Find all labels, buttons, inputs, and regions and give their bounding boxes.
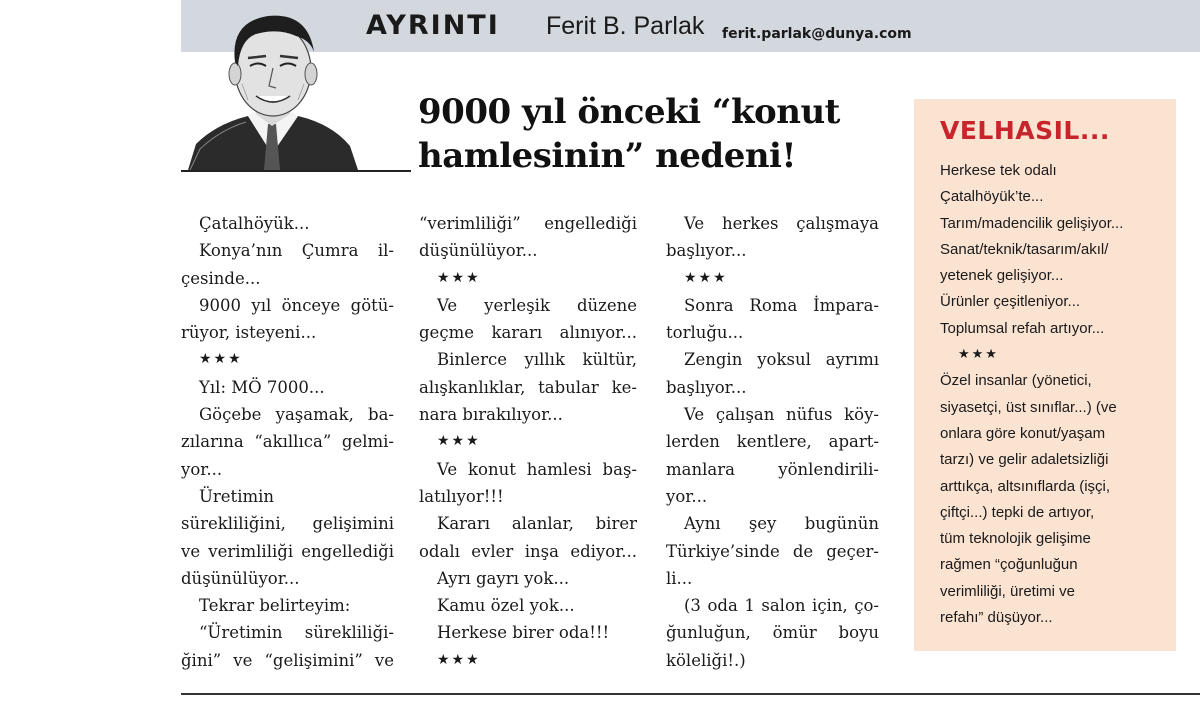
text-line: zılarına “akıllıca” gelmi- <box>181 432 394 452</box>
text-line: Ve herkes çalışmaya <box>684 214 879 233</box>
text-line: ve verimliliği engellediği <box>181 541 394 561</box>
sidebar-line: Çatalhöyük’te... <box>940 188 1044 206</box>
author-portrait <box>186 4 360 170</box>
sidebar-line: Tarım/madencilik gelişiyor... <box>940 214 1124 232</box>
sidebar-line: refahı” düşüyor... <box>940 609 1053 627</box>
text-line: manlara yönlendirili- <box>666 459 879 479</box>
section-separator-stars: ★★★ <box>437 269 481 286</box>
article-column-2 <box>419 210 637 674</box>
text-line: köleliği!.) <box>666 650 746 670</box>
headline-line-2: hamlesinin” nedeni! <box>418 136 796 176</box>
text-line: lerden kentlere, apart- <box>666 432 879 452</box>
text-line: çesinde... <box>181 268 261 288</box>
bottom-divider <box>181 693 1200 695</box>
section-separator-stars: ★★★ <box>684 269 728 286</box>
sidebar-line: tüm teknolojik gelişime <box>940 530 1091 548</box>
text-line: Yıl: MÖ 7000... <box>199 377 325 397</box>
text-line: Ve konut hamlesi baş- <box>437 459 637 479</box>
section-separator-stars: ★★★ <box>437 433 481 450</box>
text-line: Herkese birer oda!!! <box>437 623 610 643</box>
author-name: Ferit B. Parlak <box>546 12 705 40</box>
text-line: Kamu özel yok... <box>437 596 575 616</box>
sidebar-line: arttıkça, altsınıflarda (işçi, <box>940 477 1111 495</box>
section-separator-stars: ★★★ <box>958 347 999 363</box>
text-line: “Üretimin sürekliliği- <box>199 623 394 643</box>
text-line: yor... <box>181 459 223 479</box>
text-line: 9000 yıl önceye götü- <box>199 295 394 315</box>
text-line: li... <box>666 568 693 588</box>
text-line: Konya’nın Çumra il- <box>199 241 394 261</box>
text-line: torluğu... <box>666 323 744 343</box>
text-line: alışkanlıklar, tabular ke- <box>419 377 637 397</box>
text-line: ğunluğun, ömür boyu <box>666 623 879 643</box>
text-line: rüyor, isteyeni... <box>181 323 317 343</box>
sidebar-title: VELHASIL... <box>940 116 1110 145</box>
text-line: “verimliliği” engellediği <box>419 214 637 233</box>
section-separator-stars: ★★★ <box>199 351 243 368</box>
text-line: Çatalhöyük... <box>199 214 310 233</box>
text-line: yor... <box>666 486 708 506</box>
text-line: Ayrı gayrı yok... <box>437 568 570 588</box>
sidebar-line: Özel insanlar (yönetici, <box>940 372 1092 390</box>
sidebar-body <box>940 158 1165 631</box>
text-line: Göçebe yaşamak, ba- <box>199 405 394 425</box>
text-line: düşünülüyor... <box>419 241 538 261</box>
text-line: nara bırakılıyor... <box>419 405 563 425</box>
article-headline <box>418 90 888 178</box>
text-line: Binlerce yıllık kültür, <box>437 350 637 370</box>
text-line: başlıyor... <box>666 377 747 397</box>
sidebar-line: Ürünler çeşitleniyor... <box>940 293 1081 311</box>
section-separator-stars: ★★★ <box>437 651 481 668</box>
text-line: Ve çalışan nüfus köy- <box>684 405 879 425</box>
headline-line-1: 9000 yıl önceki “konut <box>418 92 840 132</box>
text-line: Tekrar belirteyim: <box>199 596 351 616</box>
text-line: ğini” ve “gelişimini” ve <box>181 650 394 670</box>
text-line: latılıyor!!! <box>419 486 504 506</box>
text-line: Ve yerleşik düzene <box>437 295 637 315</box>
text-line: Kararı alanlar, birer <box>437 514 637 534</box>
text-line: Türkiye’sinde de geçer- <box>666 541 879 561</box>
article-column-1 <box>181 210 394 674</box>
text-line: Sonra Roma İmpara- <box>684 295 879 315</box>
text-line: odalı evler inşa ediyor... <box>419 541 637 561</box>
text-line: başlıyor... <box>666 241 747 261</box>
sidebar-line: Herkese tek odalı <box>940 162 1057 179</box>
sidebar-line: Toplumsal refah artıyor... <box>940 319 1105 337</box>
text-line: Üretimin <box>199 486 275 506</box>
sidebar-line: rağmen “çoğunluğun <box>940 556 1078 574</box>
sidebar-line: Sanat/teknik/tasarım/akıl/ <box>940 240 1109 258</box>
sidebar-line: verimliliği, üretimi ve <box>940 582 1076 600</box>
author-email[interactable]: ferit.parlak@dunya.com <box>722 26 912 42</box>
text-line: (3 oda 1 salon için, ço- <box>684 596 879 616</box>
text-line: Aynı şey bugünün <box>684 514 879 534</box>
sidebar-line: çiftçi...) tepki de artıyor, <box>940 503 1095 521</box>
sidebar-line: yetenek gelişiyor... <box>940 267 1064 285</box>
sidebar-line: onlara göre konut/yaşam <box>940 424 1106 442</box>
sidebar-line: siyasetçi, üst sınıflar...) (ve <box>940 398 1117 416</box>
text-line: düşünülüyor... <box>181 568 300 588</box>
section-rubric: AYRINTI <box>366 10 500 41</box>
text-line: geçme kararı alınıyor... <box>419 323 637 343</box>
sidebar-line: tarzı) ve gelir adaletsizliği <box>940 451 1109 469</box>
text-line: sürekliliğini, gelişimini <box>181 514 394 534</box>
text-line: Zengin yoksul ayrımı <box>684 350 879 370</box>
portrait-divider <box>181 170 411 172</box>
article-column-3 <box>666 210 879 674</box>
